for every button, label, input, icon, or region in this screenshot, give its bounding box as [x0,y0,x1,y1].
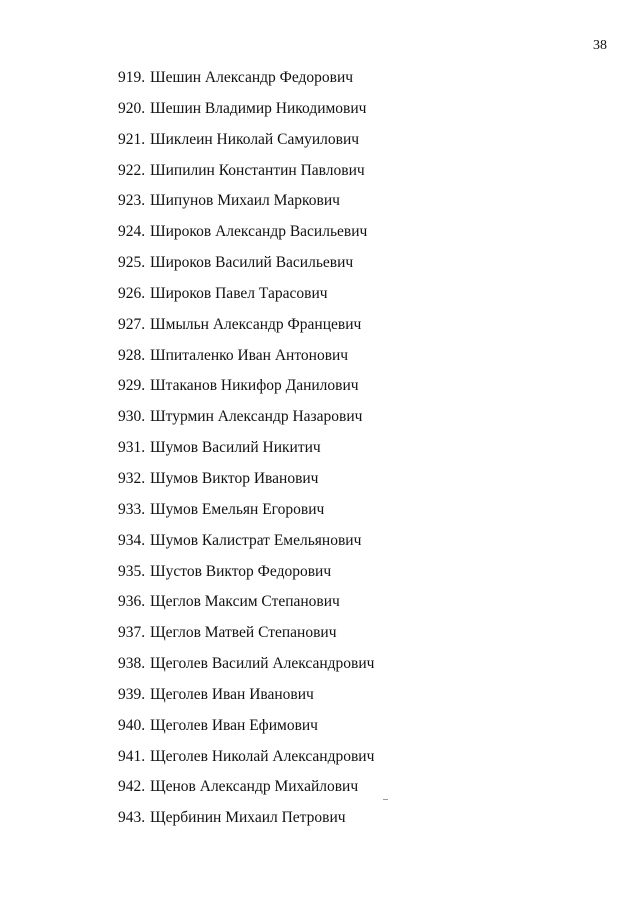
entry-name: Штаканов Никифор Данилович [150,377,359,395]
entry-number: 925. [118,254,146,272]
entry-number: 931. [118,439,146,457]
list-item [118,500,374,531]
entry-number: 927. [118,315,146,333]
entry-number: 920. [118,99,146,117]
list-item [118,438,374,469]
list-item [118,808,374,839]
list-item [118,376,374,407]
entry-number: 922. [118,161,146,179]
entry-name: Шустов Виктор Федорович [150,562,332,580]
list-item [118,130,374,161]
list-item [118,469,374,500]
entry-number: 923. [118,192,146,210]
list-item [118,253,374,284]
list-item [118,222,374,253]
entry-name: Щенов Александр Михайлович [150,778,359,796]
list-item [118,161,374,192]
entry-number: 938. [118,655,146,673]
entry-name: Щеголев Василий Александрович [150,655,375,673]
entry-name: Щеголев Николай Александрович [150,747,375,765]
entry-number: 921. [118,130,146,148]
entry-number: 933. [118,500,146,518]
list-item [118,716,374,747]
list-item [118,531,374,562]
entry-number: 935. [118,562,146,580]
list-item [118,685,374,716]
entry-number: 940. [118,716,146,734]
entry-name: Шумов Калистрат Емельянович [150,531,362,549]
list-item [118,592,374,623]
entry-name: Шмыльн Александр Францевич [150,315,362,333]
entry-number: 937. [118,624,146,642]
entry-name: Шешин Александр Федорович [150,69,354,86]
entry-name: Широков Александр Васильевич [150,223,368,241]
list-item [118,191,374,222]
list-item [118,99,374,130]
scan-speck [383,799,388,800]
entry-name: Щеголев Иван Ефимович [150,716,318,734]
entry-name: Шумов Виктор Иванович [150,469,319,487]
entry-name: Широков Павел Тарасович [150,284,328,302]
entry-name: Щеглов Матвей Степанович [150,624,337,642]
entry-name: Шумов Василий Никитич [150,439,321,457]
entry-number: 930. [118,408,146,426]
entry-name: Шумов Емельян Егорович [150,500,325,518]
list-item [118,777,374,808]
entry-number: 936. [118,593,146,611]
entry-number: 939. [118,685,146,703]
entry-number: 924. [118,223,146,241]
list-item [118,346,374,377]
entry-number: 943. [118,809,146,827]
entry-name: Щербинин Михаил Петрович [150,809,346,827]
list-item [118,562,374,593]
entry-number: 919. [118,69,146,86]
entry-number: 942. [118,778,146,796]
entry-name: Шпиталенко Иван Антонович [150,346,349,364]
page-number: 38 [593,38,607,53]
entry-name: Шиклеин Николай Самуилович [150,130,360,148]
list-item [118,654,374,685]
list-item [118,623,374,654]
entry-name: Штурмин Александр Назарович [150,408,363,426]
entry-number: 929. [118,377,146,395]
entry-name: Шипилин Константин Павлович [150,161,365,179]
list-item [118,68,374,99]
list-item [118,407,374,438]
entry-number: 934. [118,531,146,549]
entry-number: 941. [118,747,146,765]
entry-name: Широков Василий Васильевич [150,254,354,272]
entry-name: Щеголев Иван Иванович [150,685,314,703]
entry-number: 928. [118,346,146,364]
name-list [118,68,374,839]
list-item [118,747,374,778]
entry-name: Щеглов Максим Степанович [150,593,340,611]
entry-number: 932. [118,469,146,487]
list-item [118,315,374,346]
entry-number: 926. [118,284,146,302]
list-item [118,284,374,315]
entry-name: Шешин Владимир Никодимович [150,99,367,117]
entry-name: Шипунов Михаил Маркович [150,192,340,210]
